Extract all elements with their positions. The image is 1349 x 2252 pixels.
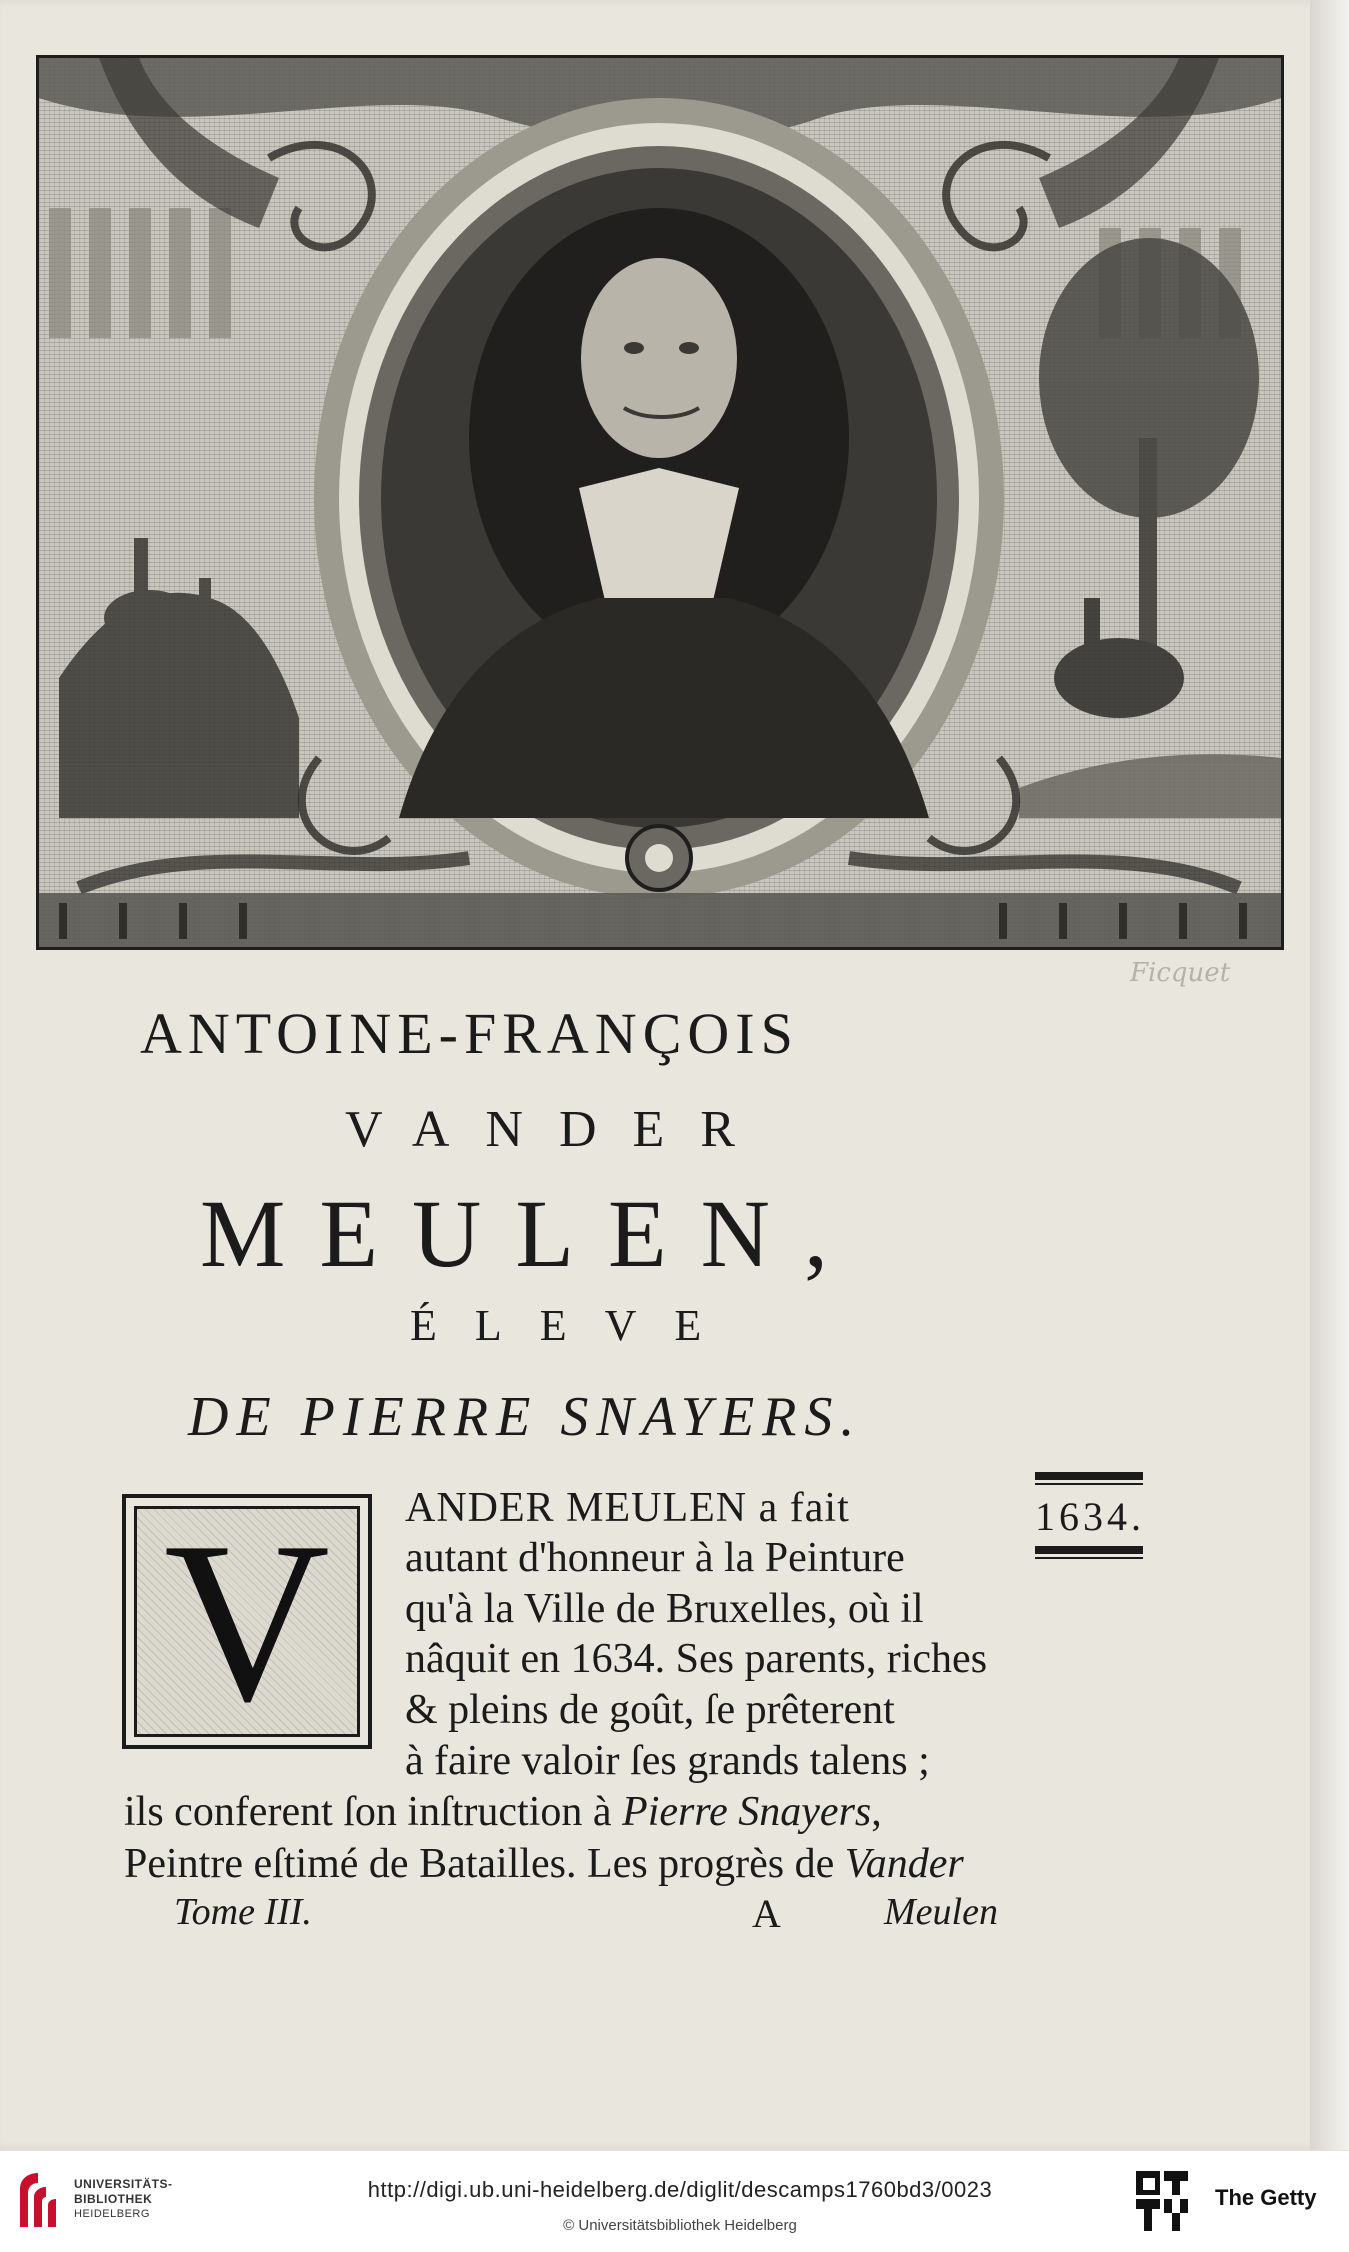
body-line-4: nâquit en 1634. Ses parents, riches: [405, 1636, 988, 1682]
margin-date-note: [1035, 1472, 1143, 1559]
body-line-7-name: Pierre Snayers: [622, 1789, 872, 1835]
engraved-portrait-plate: [36, 55, 1284, 950]
body-line-6: à faire valoir ſes grands talens ;: [405, 1738, 930, 1784]
body-line-8-name: Vander: [844, 1841, 964, 1887]
garland-right: [849, 858, 1239, 888]
body-line-5: & pleins de goût, ſe prêterent: [405, 1687, 895, 1733]
battle-scene-left: [59, 538, 299, 818]
catchword: Meulen: [884, 1891, 998, 1933]
margin-rule-top-thin: [1035, 1483, 1143, 1485]
margin-rule-top: [1035, 1472, 1143, 1480]
library-name-line-2: BIBLIOTHEK: [74, 2192, 153, 2206]
body-line-3: qu'à la Ville de Bruxelles, où il: [405, 1586, 924, 1632]
body-line-8: [124, 1840, 964, 1888]
base-frieze: [39, 893, 1281, 947]
ornamental-drop-cap: [122, 1494, 372, 1749]
signature-mark: A: [752, 1891, 781, 1936]
body-line-8-text: Peintre eſtimé de Batailles. Les progrès de: [124, 1841, 845, 1887]
engraver-signature: Ficquet: [1130, 958, 1231, 988]
drop-cap-letter: V: [163, 1493, 331, 1749]
tree-and-rider-right: [1019, 238, 1281, 818]
colonnade-left: [49, 208, 231, 338]
body-line-1: ANDER MEULEN a fait: [405, 1485, 850, 1531]
getty-name[interactable]: The Getty: [1215, 2185, 1317, 2210]
page-edge: [1310, 0, 1349, 2150]
title-line-1: ANTOINE-FRANÇOIS: [140, 1001, 799, 1066]
body-line-7: [124, 1788, 882, 1836]
body-line-2: autant d'honneur à la Peinture: [405, 1535, 905, 1581]
title-line-2: VANDER: [345, 1101, 771, 1158]
engraving-illustration: [39, 58, 1281, 947]
margin-rule-bottom: [1035, 1546, 1143, 1554]
title-line-3: MEULEN,: [200, 1180, 862, 1287]
margin-year: 1634.: [1035, 1494, 1145, 1539]
copyright-notice: © Universitätsbibliothek Heidelberg: [563, 2217, 797, 2234]
getty-logo-icon[interactable]: [1134, 2169, 1190, 2233]
body-line-7-text: ils conferent ſon inſtruction à: [124, 1789, 623, 1835]
university-library-name[interactable]: [74, 2177, 173, 2222]
viewer-footer: [0, 2150, 1349, 2252]
title-line-4: ÉLEVE: [410, 1301, 740, 1350]
permalink-url[interactable]: http://digi.ub.uni-heidelberg.de/diglit/descamps1760bd3/0023: [367, 2177, 993, 2202]
garland-left: [79, 858, 469, 888]
margin-rule-bottom-thin: [1035, 1557, 1143, 1559]
library-name-line-3: HEIDELBERG: [74, 2208, 150, 2220]
title-line-5: DE PIERRE SNAYERS.: [188, 1386, 863, 1448]
library-name-line-1: UNIVERSITÄTS-: [74, 2177, 173, 2191]
university-library-logo-icon[interactable]: [14, 2169, 62, 2231]
body-line-7-punct: ,: [871, 1789, 882, 1835]
volume-label: Tome III.: [174, 1891, 312, 1933]
